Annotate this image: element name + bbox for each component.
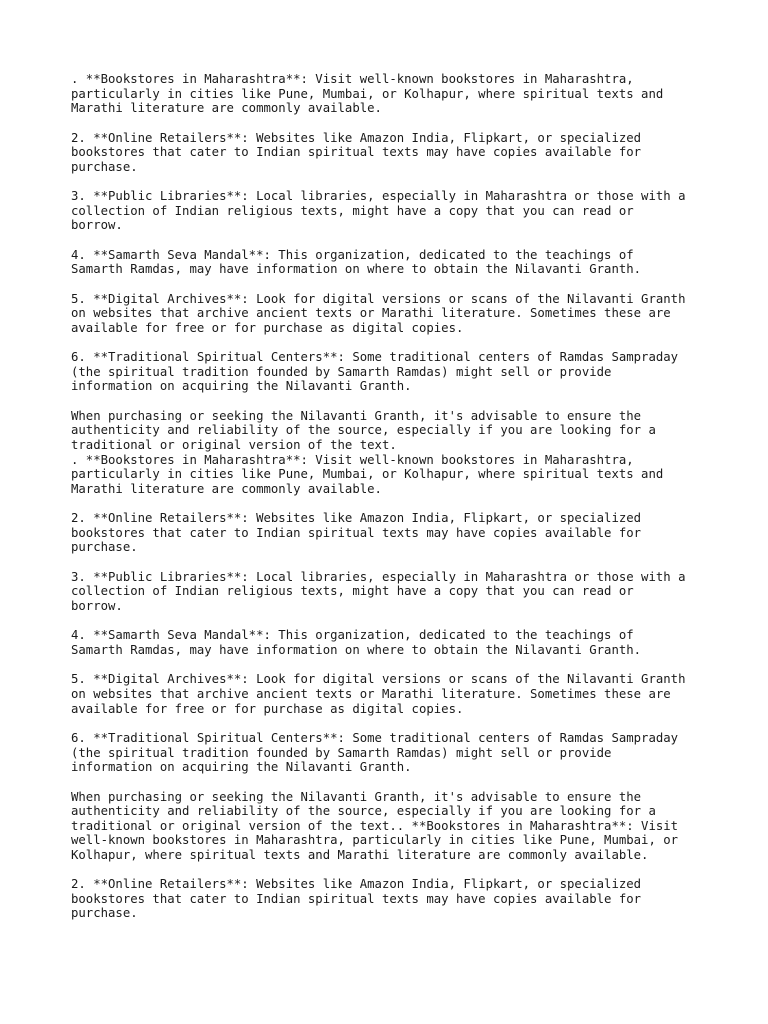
paragraph-digital-archives-repeat: 5. **Digital Archives**: Look for digital versions or scans of the Nilavanti Granth on websites that archive ancient texts or Marathi literature. Sometimes these are available for free or for purchase as digital copies. bbox=[71, 672, 686, 716]
paragraph-bookstores-repeat: . **Bookstores in Maharashtra**: Visit well-known bookstores in Maharashtra, particularly in cities like Pune, Mumbai, or Kolhapur, where spiritual texts and Marathi literature are commonly available. bbox=[71, 452, 664, 496]
paragraph-public-libraries: 3. **Public Libraries**: Local libraries, especially in Maharashtra or those with a collection of Indian religious texts, might have a copy that you can read or borrow. bbox=[71, 189, 686, 233]
paragraph-samarth-seva-mandal-repeat: 4. **Samarth Seva Mandal**: This organization, dedicated to the teachings of Samarth Ramdas, may have information on where to obtain the Nilavanti Granth. bbox=[71, 628, 642, 657]
paragraph-advice: When purchasing or seeking the Nilavanti Granth, it's advisable to ensure the authenticity and reliability of the source, especially if you are looking for a traditional or original version of the text. bbox=[71, 408, 656, 453]
paragraph-digital-archives: 5. **Digital Archives**: Look for digital versions or scans of the Nilavanti Granth on websites that archive ancient texts or Marathi literature. Sometimes these are available for free or for purchase as digital copies. bbox=[71, 291, 686, 335]
paragraph-public-libraries-repeat: 3. **Public Libraries**: Local libraries, especially in Maharashtra or those with a collection of Indian religious texts, might have a copy that you can read or borrow. bbox=[71, 569, 686, 613]
paragraph-samarth-seva-mandal: 4. **Samarth Seva Mandal**: This organization, dedicated to the teachings of Samarth Ramdas, may have information on where to obtain the Nilavanti Granth. bbox=[71, 247, 642, 277]
paragraph-advice-bookstores: When purchasing or seeking the Nilavanti Granth, it's advisable to ensure the authenticity and reliability of the source, especially if you are looking for a traditional or original version of the text.. **Bookstores in Maharashtra**: Visit well-known bookstores in Maharashtra, particularly in cities like Pune, Mumbai, or Kolhapur, where spiritual texts and Marathi literature are commonly available. bbox=[71, 789, 679, 862]
paragraph-spiritual-centers-repeat: 6. **Traditional Spiritual Centers**: Some traditional centers of Ramdas Sampraday (the spiritual tradition founded by Samarth Ramdas) might sell or provide information on acquiring the Nilavanti Granth. bbox=[71, 730, 679, 775]
paragraph-online-retailers-repeat: 2. **Online Retailers**: Websites like Amazon India, Flipkart, or specialized bookstores that cater to Indian spiritual texts may have copies available for purchase. bbox=[71, 511, 642, 555]
paragraph-spiritual-centers: 6. **Traditional Spiritual Centers**: Some traditional centers of Ramdas Sampraday (the spiritual tradition founded by Samarth Ramdas) might sell or provide information on acquiring the Nilavanti Granth. bbox=[71, 350, 679, 394]
paragraph-online-retailers-final: 2. **Online Retailers**: Websites like Amazon India, Flipkart, or specialized bookstores that cater to Indian spiritual texts may have copies available for purchase. bbox=[71, 877, 642, 921]
paragraph-bookstores: . **Bookstores in Maharashtra**: Visit well-known bookstores in Maharashtra, particularly in cities like Pune, Mumbai, or Kolhapur, where spiritual texts and Marathi literature are commonly available. bbox=[71, 72, 664, 116]
paragraph-online-retailers: 2. **Online Retailers**: Websites like Amazon India, Flipkart, or specialized bookstores that cater to Indian spiritual texts may have copies available for purchase. bbox=[71, 130, 642, 174]
